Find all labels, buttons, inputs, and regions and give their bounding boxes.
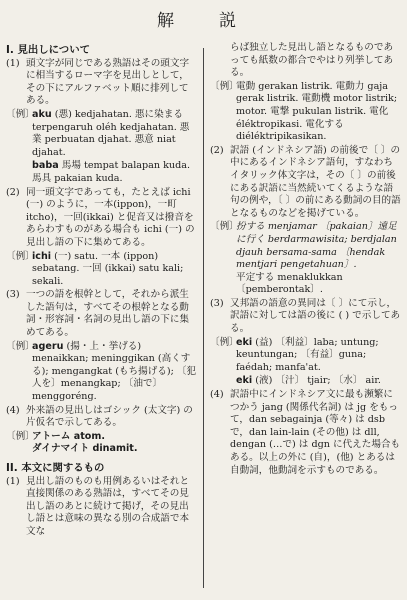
list-item xyxy=(6,58,198,108)
section-heading-1 xyxy=(6,44,198,57)
item-text: 訳語 (インドネシア語) の前後で〔 〕の中にあるインドネシア語句，すなわちイタリック体文字は，その〔 〕の前後にある訳語に当然続いてくるような語句の例や，〔 〕の前にある動詞の目的語となるものなどを掲げている。 xyxy=(230,144,401,219)
example-label: 〔例〕 xyxy=(6,340,35,352)
example xyxy=(6,109,198,159)
item-number: (2) xyxy=(210,144,224,156)
example xyxy=(210,81,402,144)
example-label: 〔例〕 xyxy=(6,108,35,120)
item-number: (3) xyxy=(210,297,224,309)
right-column xyxy=(210,42,402,594)
example-label: 〔例〕 xyxy=(210,80,239,92)
headword: eki xyxy=(236,336,253,348)
list-item xyxy=(6,405,198,430)
item-text: 一つの語を根幹として，それから派生した語句は，すべてその根幹となる動詞・形容詞・名詞の見出し語の下に集めてある。 xyxy=(26,289,190,339)
example-text: (悪) kedjahatan. 悪に染まる terpengaruh oléh kedjahatan. 悪業 perbuatan djahat. 悪意 niat djahat. xyxy=(32,108,190,158)
example-label: 〔例〕 xyxy=(210,336,239,348)
example xyxy=(6,431,198,456)
item-text: 外来語の見出しはゴシック (太文字) の片仮名で示してある。 xyxy=(26,404,193,429)
item-text: 又邦語の語意の異同は〔 〕にて示し，訳語に対しては語の後に ( ) で示してある。 xyxy=(230,297,401,335)
continued-text: らば独立した見出し語となるものであっても紙数の都合でやはり列挙してある。 xyxy=(230,42,394,79)
example-label: 〔例〕 xyxy=(210,221,239,233)
headword: ageru xyxy=(32,340,64,352)
item-text: 頭文字が同じである熟語はその頭文字に相当するローマ字を見出しとして，その下にアルファベット順に排列してある。 xyxy=(26,57,190,107)
example-label: 〔例〕 xyxy=(6,430,35,442)
list-item xyxy=(6,476,198,539)
left-column xyxy=(6,42,198,594)
list-item xyxy=(210,389,402,477)
item-number: (4) xyxy=(210,389,224,401)
section-title: 本文に関するもの xyxy=(21,462,105,474)
headword: ichi xyxy=(32,250,52,262)
example-line: アトーム atom. xyxy=(32,430,106,442)
example-text: (一) satu. 一本 (ippon) sebatang. 一回 (ikkai) satu kali; sekali. xyxy=(32,250,184,287)
list-item xyxy=(6,187,198,250)
section-heading-2 xyxy=(6,462,198,475)
list-item xyxy=(210,145,402,221)
example-text: (益) 〔利益〕laba; untung; keuntungan; 〔有益〕guna; faédah; manfa'at. xyxy=(236,336,379,373)
example-text: 電動 gerakan listrik. 電動力 gaja gerak listrik. 電動機 motor listrik; motor. 電撃 pukulan listrik. 電化 éléktropikasi. 電化する diéléktripikasikan. xyxy=(236,80,398,143)
section-number: II. xyxy=(6,462,18,474)
item-number: (1) xyxy=(6,57,20,69)
headword: aku xyxy=(32,108,52,120)
item-number: (1) xyxy=(6,475,20,487)
example-text: 平定する menaklukkan 〔pemberontak〕. xyxy=(236,271,343,296)
example-text: 馬場 tempat balapan kuda. 馬具 pakaian kuda. xyxy=(32,160,191,184)
item-number: (3) xyxy=(6,289,20,301)
list-item xyxy=(6,289,198,339)
item-number: (2) xyxy=(6,186,20,198)
list-item xyxy=(210,298,402,336)
headword: baba xyxy=(32,160,59,172)
section-number: I. xyxy=(6,44,14,56)
example xyxy=(6,341,198,404)
example-text: 扮する menjamar 〔pakaian〕遠足に行く berdarmawisita; berdjalan djauh bersama-sama 〔hendak mentjari pengetahuan〕. xyxy=(236,221,397,271)
example xyxy=(6,251,198,289)
example xyxy=(210,337,402,375)
item-text: 同一頭文字であっても，たとえば ichi (一) のように，一本(ippon)，一町 itcho)，一回(ikkai) と促音又は撥音をあらわすものがある場合も ichi (一) の見出し語の下に集めてある。 xyxy=(26,186,195,248)
page-title: 解 説 xyxy=(157,11,250,31)
item-text: 訳語中にインドネシア文に最も瀕繁につかう jang (関係代名詞) は jg をもって，dan sebagainja (等々) は dsb で，dan lain-lain (その他) は dll, dengan (…で) は dgn に代えた場合もある。以上の外に (自)，(他) とあるは自動詞，他動詞を示すものである。 xyxy=(230,389,401,476)
example-text: (液) 〔汁〕 tjair; 〔水〕 air. xyxy=(255,375,381,387)
section-title: 見出しについて xyxy=(17,44,90,56)
example-label: 〔例〕 xyxy=(6,250,35,262)
example xyxy=(210,221,402,297)
example-line: ダイナマイト dinamit. xyxy=(32,443,138,455)
item-number: (4) xyxy=(6,404,20,416)
column-divider xyxy=(203,48,204,588)
example-text: (揚・上・挙げる) menaikkan; meninggikan (高くする); mengangkat (もち揚げる); 〔犯人を〕menangkap; 〔油で〕menggoréng. xyxy=(32,340,197,403)
headword: eki xyxy=(236,375,253,387)
item-text: 見出し語のものも用例あるいはそれと直接関係のある熟語は，すべてその見出し語のあとに続けて掲げ，その見出し語とは意味の異なる別の合成語で本文な xyxy=(26,475,190,537)
